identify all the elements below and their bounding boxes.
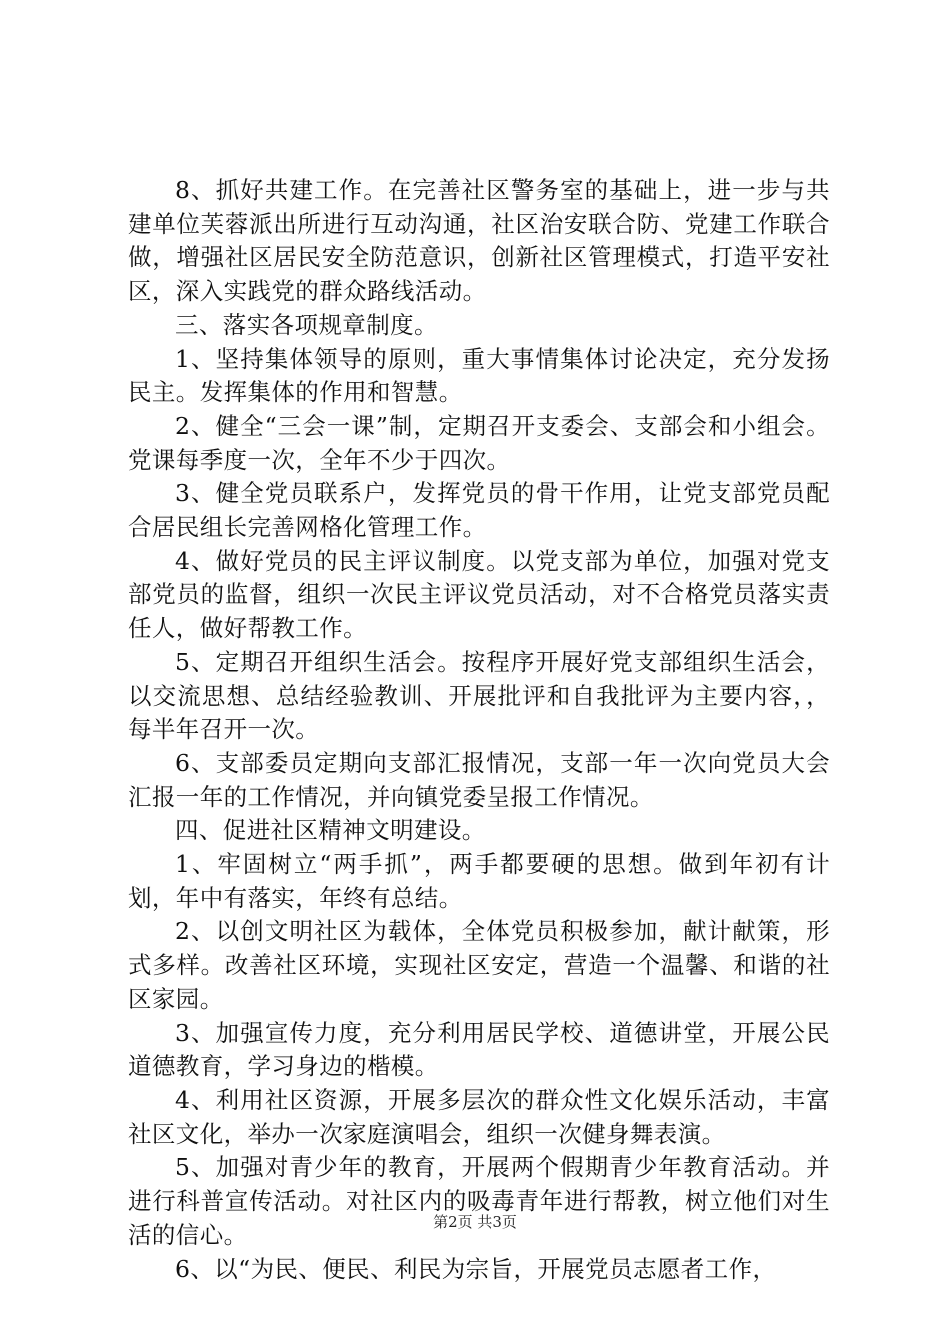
paragraph-civilized-community: 2、以创文明社区为载体，全体党员积极参加，献计献策，形式多样。改善社区环境，实现社区安定，营造一个温馨、和谐的社区家园。 bbox=[128, 917, 830, 1013]
paragraph-reporting: 6、支部委员定期向支部汇报情况，支部一年一次向党员大会汇报一年的工作情况，并向镇党委呈报工作情况。 bbox=[128, 748, 830, 811]
paragraph-publicity: 3、加强宣传力度，充分利用居民学校、道德讲堂，开展公民道德教育，学习身边的楷模。 bbox=[128, 1018, 830, 1081]
paragraph-youth-education: 5、加强对青少年的教育，开展两个假期青少年教育活动。并进行科普宣传活动。对社区内的吸毒青年进行帮教，树立他们对生活的信心。 bbox=[128, 1153, 830, 1249]
paragraph-member-contacts: 3、健全党员联系户，发挥党员的骨干作用，让党支部党员配合居民组长完善网格化管理工作。 bbox=[128, 479, 830, 542]
section-heading-regulations: 三、落实各项规章制度。 bbox=[175, 310, 438, 339]
document-body bbox=[128, 174, 830, 1286]
paragraph-community-policing: 8、抓好共建工作。在完善社区警务室的基础上，进一步与共建单位芙蓉派出所进行互动沟通，社区治安联合防、党建工作联合做，增强社区居民安全防范意识，创新社区管理模式，打造平安社区，深入实践党的群众路线活动。 bbox=[128, 176, 830, 306]
paragraph-cultural-activities: 4、利用社区资源，开展多层次的群众性文化娱乐活动，丰富社区文化，举办一次家庭演唱会，组织一次健身舞表演。 bbox=[128, 1085, 830, 1148]
paragraph-two-hands: 1、牢固树立“两手抓”，两手都要硬的思想。做到年初有计划，年中有落实，年终有总结。 bbox=[128, 850, 830, 912]
paragraph-collective-leadership: 1、坚持集体领导的原则，重大事情集体讨论决定，充分发扬民主。发挥集体的作用和智慧。 bbox=[128, 344, 830, 407]
paragraph-organizational-life: 5、定期召开组织生活会。按程序开展好党支部组织生活会，以交流思想、总结经验教训、开展批评和自我批评为主要内容，，每半年召开一次。 bbox=[128, 647, 830, 744]
section-heading-civilization: 四、促进社区精神文明建设。 bbox=[175, 816, 486, 845]
paragraph-democratic-review: 4、做好党员的民主评议制度。以党支部为单位，加强对党支部党员的监督，组织一次民主评议党员活动，对不合格党员落实责任人，做好帮教工作。 bbox=[128, 546, 830, 643]
page-number-footer: 第2页 共3页 bbox=[433, 1213, 517, 1231]
paragraph-three-meetings: 2、健全“三会一课”制，定期召开支委会、支部会和小组会。党课每季度一次，全年不少于四次。 bbox=[128, 411, 830, 474]
paragraph-volunteers: 6、以“为民、便民、利民为宗旨，开展党员志愿者工作， bbox=[175, 1254, 777, 1283]
